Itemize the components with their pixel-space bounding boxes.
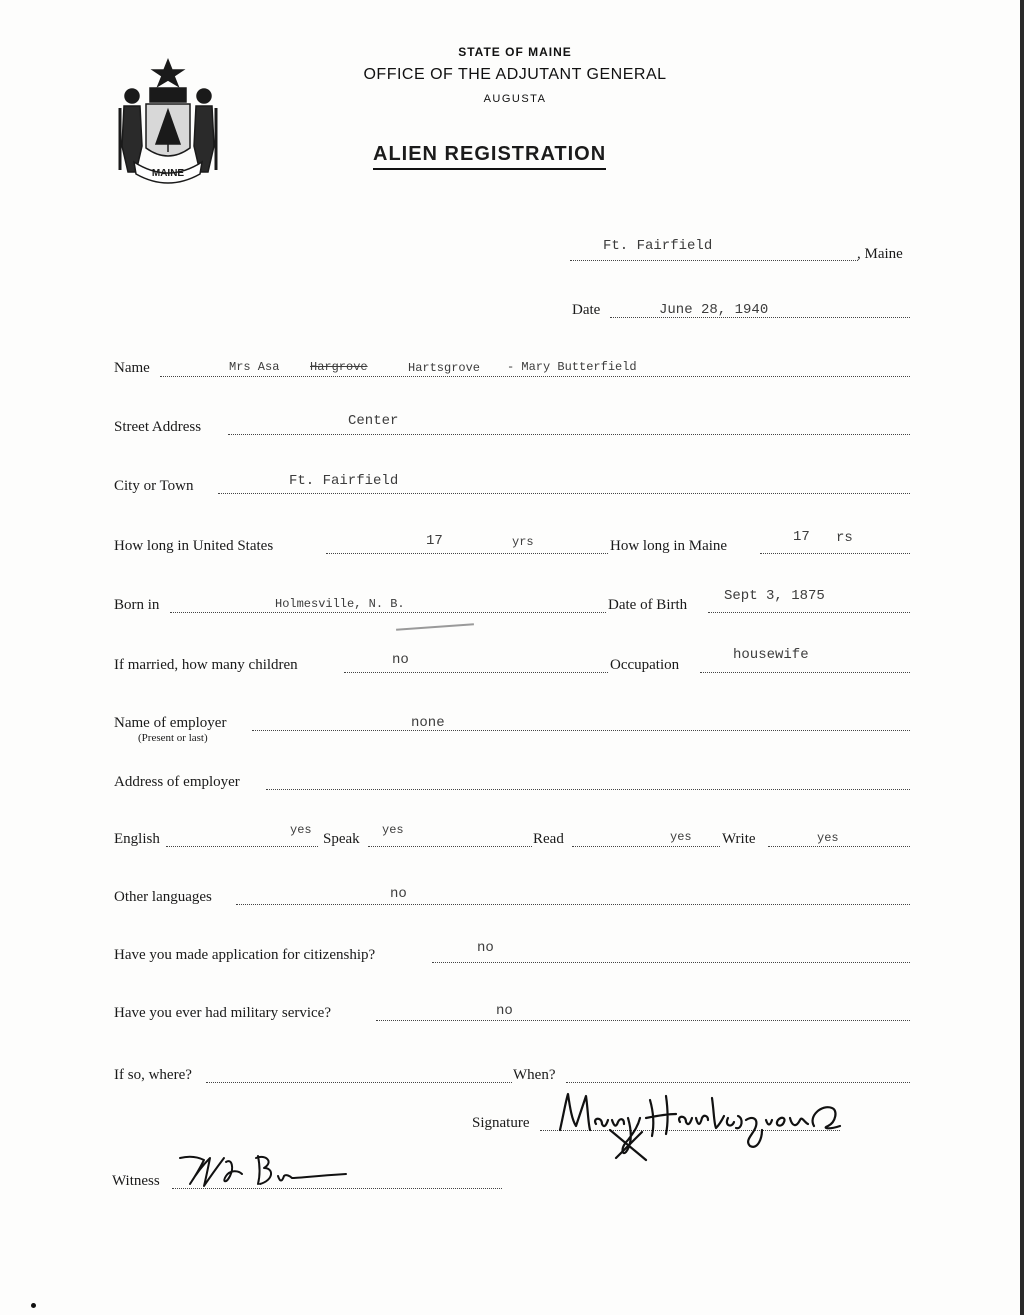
office-heading: OFFICE OF THE ADJUTANT GENERAL: [363, 66, 667, 83]
english-value: yes: [290, 823, 312, 837]
place-suffix: , Maine: [857, 246, 903, 262]
how-long-maine-unit: rs: [836, 530, 853, 546]
write-value: yes: [817, 831, 839, 845]
maine-state-seal: [112, 52, 224, 186]
born-in-value: Holmesville, N. B.: [275, 597, 405, 611]
read-dotted-line: [572, 846, 720, 847]
military-label: Have you ever had military service?: [114, 1005, 331, 1021]
scan-border: [1020, 0, 1024, 1315]
city-heading: AUGUSTA: [483, 93, 547, 105]
name-value-first: Mrs Asa: [229, 360, 280, 374]
how-long-us-label: How long in United States: [114, 538, 274, 554]
employer-address-label: Address of employer: [114, 774, 240, 790]
military-dotted-line: [376, 1020, 910, 1021]
name-dotted-line: [160, 376, 910, 377]
speak-label: Speak: [323, 831, 360, 847]
born-in-label: Born in: [114, 597, 160, 613]
employer-sublabel: (Present or last): [138, 732, 208, 744]
write-label: Write: [722, 831, 756, 847]
military-value: no: [496, 1003, 513, 1019]
city-town-dotted-line: [218, 493, 910, 494]
citizenship-dotted-line: [432, 962, 910, 963]
place-value: Ft. Fairfield: [603, 238, 713, 254]
street-address-label: Street Address: [114, 419, 202, 435]
how-long-maine-value: 17: [793, 529, 810, 545]
occupation-value: housewife: [733, 647, 809, 663]
citizenship-label: Have you made application for citizenship?: [114, 947, 376, 963]
citizenship-value: no: [477, 940, 494, 956]
employer-value: none: [411, 715, 445, 731]
state-heading: STATE OF MAINE: [458, 45, 572, 59]
speak-dotted-line: [368, 846, 532, 847]
read-label: Read: [533, 831, 564, 847]
employer-address-dotted-line: [266, 789, 910, 790]
witness-signature: [174, 1148, 354, 1192]
english-label: English: [114, 831, 160, 847]
when-label: When?: [513, 1067, 556, 1083]
occupation-label: Occupation: [610, 657, 680, 673]
applicant-signature: [546, 1086, 856, 1162]
street-address-dotted-line: [228, 434, 910, 435]
date-label: Date: [572, 302, 601, 318]
how-long-us-dotted-line: [326, 553, 608, 554]
name-value-third: - Mary Butterfield: [507, 360, 637, 374]
date-value: June 28, 1940: [659, 302, 769, 318]
english-dotted-line: [166, 846, 318, 847]
where-dotted-line: [206, 1082, 512, 1083]
form-title: ALIEN REGISTRATION: [373, 143, 606, 170]
name-value-second: Hartsgrove: [408, 361, 481, 375]
date-of-birth-label: Date of Birth: [608, 597, 688, 613]
speak-value: yes: [382, 823, 404, 837]
svg-text:MAINE: MAINE: [151, 168, 185, 179]
children-label: If married, how many children: [114, 657, 298, 673]
scan-speck: [31, 1303, 36, 1308]
employer-label: Name of employer: [114, 715, 227, 731]
witness-label: Witness: [112, 1173, 160, 1189]
date-of-birth-value: Sept 3, 1875: [724, 588, 825, 604]
employer-dotted-line: [252, 730, 910, 731]
how-long-us-value: 17: [426, 533, 443, 549]
place-dotted-line: [570, 260, 858, 261]
occupation-dotted-line: [700, 672, 910, 673]
ink-mark: [396, 623, 474, 630]
street-address-value: Center: [348, 413, 399, 429]
how-long-maine-label: How long in Maine: [610, 538, 728, 554]
other-languages-value: no: [390, 886, 407, 902]
where-label: If so, where?: [114, 1067, 192, 1083]
how-long-us-unit: yrs: [512, 535, 534, 549]
when-dotted-line: [566, 1082, 910, 1083]
children-dotted-line: [344, 672, 608, 673]
city-town-label: City or Town: [114, 478, 194, 494]
children-value: no: [392, 652, 409, 668]
name-label: Name: [114, 360, 150, 376]
date-of-birth-dotted-line: [708, 612, 910, 613]
write-dotted-line: [768, 846, 910, 847]
read-value: yes: [670, 830, 692, 844]
born-in-dotted-line: [170, 612, 606, 613]
signature-label: Signature: [472, 1115, 530, 1131]
other-languages-dotted-line: [236, 904, 910, 905]
city-town-value: Ft. Fairfield: [289, 473, 399, 489]
other-languages-label: Other languages: [114, 889, 212, 905]
how-long-maine-dotted-line: [760, 553, 910, 554]
name-value-struck: Hargrove: [310, 360, 368, 374]
